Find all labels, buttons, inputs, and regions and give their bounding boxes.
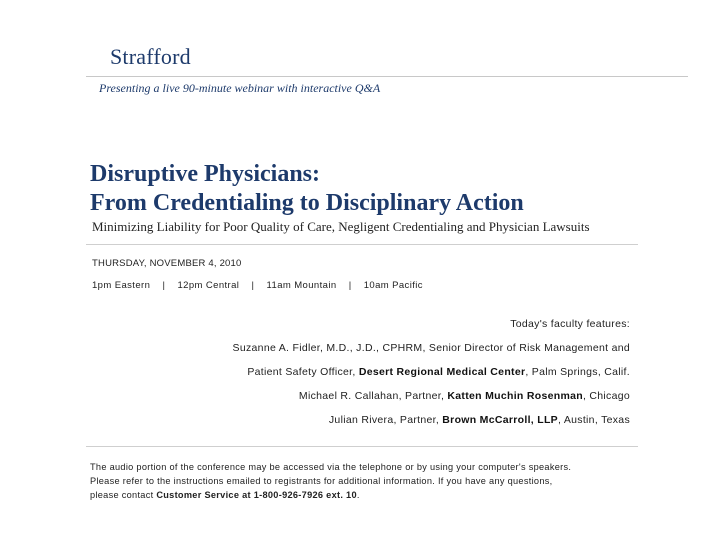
footer-line: Please refer to the instructions emailed to registrants for additional information. If you have any questions, (90, 476, 553, 486)
webinar-subtitle: Minimizing Liability for Poor Quality of Care, Negligent Credentialing and Physician Lawsuits (92, 219, 590, 234)
webinar-times (92, 280, 423, 291)
title-divider (86, 244, 638, 245)
strafford-logo: Strafford (110, 44, 191, 69)
time-separator: | (348, 280, 352, 291)
faculty-organization: Brown McCarroll, LLP (442, 414, 558, 426)
faculty-location: , Palm Springs, Calif. (525, 366, 630, 378)
faculty-section (233, 312, 630, 432)
customer-service-contact: Customer Service at 1-800-926-7926 ext. 10 (156, 490, 357, 500)
time-pacific: 10am Pacific (363, 280, 423, 291)
header-divider (86, 76, 688, 77)
time-separator: | (162, 280, 166, 291)
faculty-member-line: Suzanne A. Fidler, M.D., J.D., CPHRM, Senior Director of Risk Management and (232, 342, 630, 354)
time-mountain: 11am Mountain (266, 280, 337, 291)
webinar-date: THURSDAY, NOVEMBER 4, 2010 (92, 258, 242, 269)
faculty-location: , Austin, Texas (557, 414, 630, 426)
audio-instructions (90, 460, 635, 502)
title-line-2: From Credentialing to Disciplinary Action (90, 190, 524, 216)
faculty-role: Julian Rivera, Partner, (328, 414, 443, 426)
time-central: 12pm Central (177, 280, 240, 291)
faculty-heading: Today's faculty features: (510, 318, 630, 330)
faculty-member-line (233, 360, 630, 384)
footer-line (90, 488, 635, 502)
footer-text: please contact (90, 490, 157, 500)
time-separator: | (251, 280, 255, 291)
faculty-role: Michael R. Callahan, Partner, (298, 390, 448, 402)
time-eastern: 1pm Eastern (92, 280, 151, 291)
webinar-title (90, 160, 524, 218)
faculty-member-line (233, 384, 630, 408)
footer-text: . (356, 490, 360, 500)
footer-divider (86, 446, 638, 447)
faculty-organization: Katten Muchin Rosenman (447, 390, 583, 402)
faculty-member-line (233, 408, 630, 432)
tagline: Presenting a live 90-minute webinar with interactive Q&A (99, 81, 381, 95)
faculty-location: , Chicago (582, 390, 630, 402)
footer-line: The audio portion of the conference may be accessed via the telephone or by using your computer's speakers. (90, 462, 572, 472)
faculty-organization: Desert Regional Medical Center (358, 366, 526, 378)
title-line-1: Disruptive Physicians: (90, 161, 321, 187)
faculty-role: Patient Safety Officer, (247, 366, 359, 378)
